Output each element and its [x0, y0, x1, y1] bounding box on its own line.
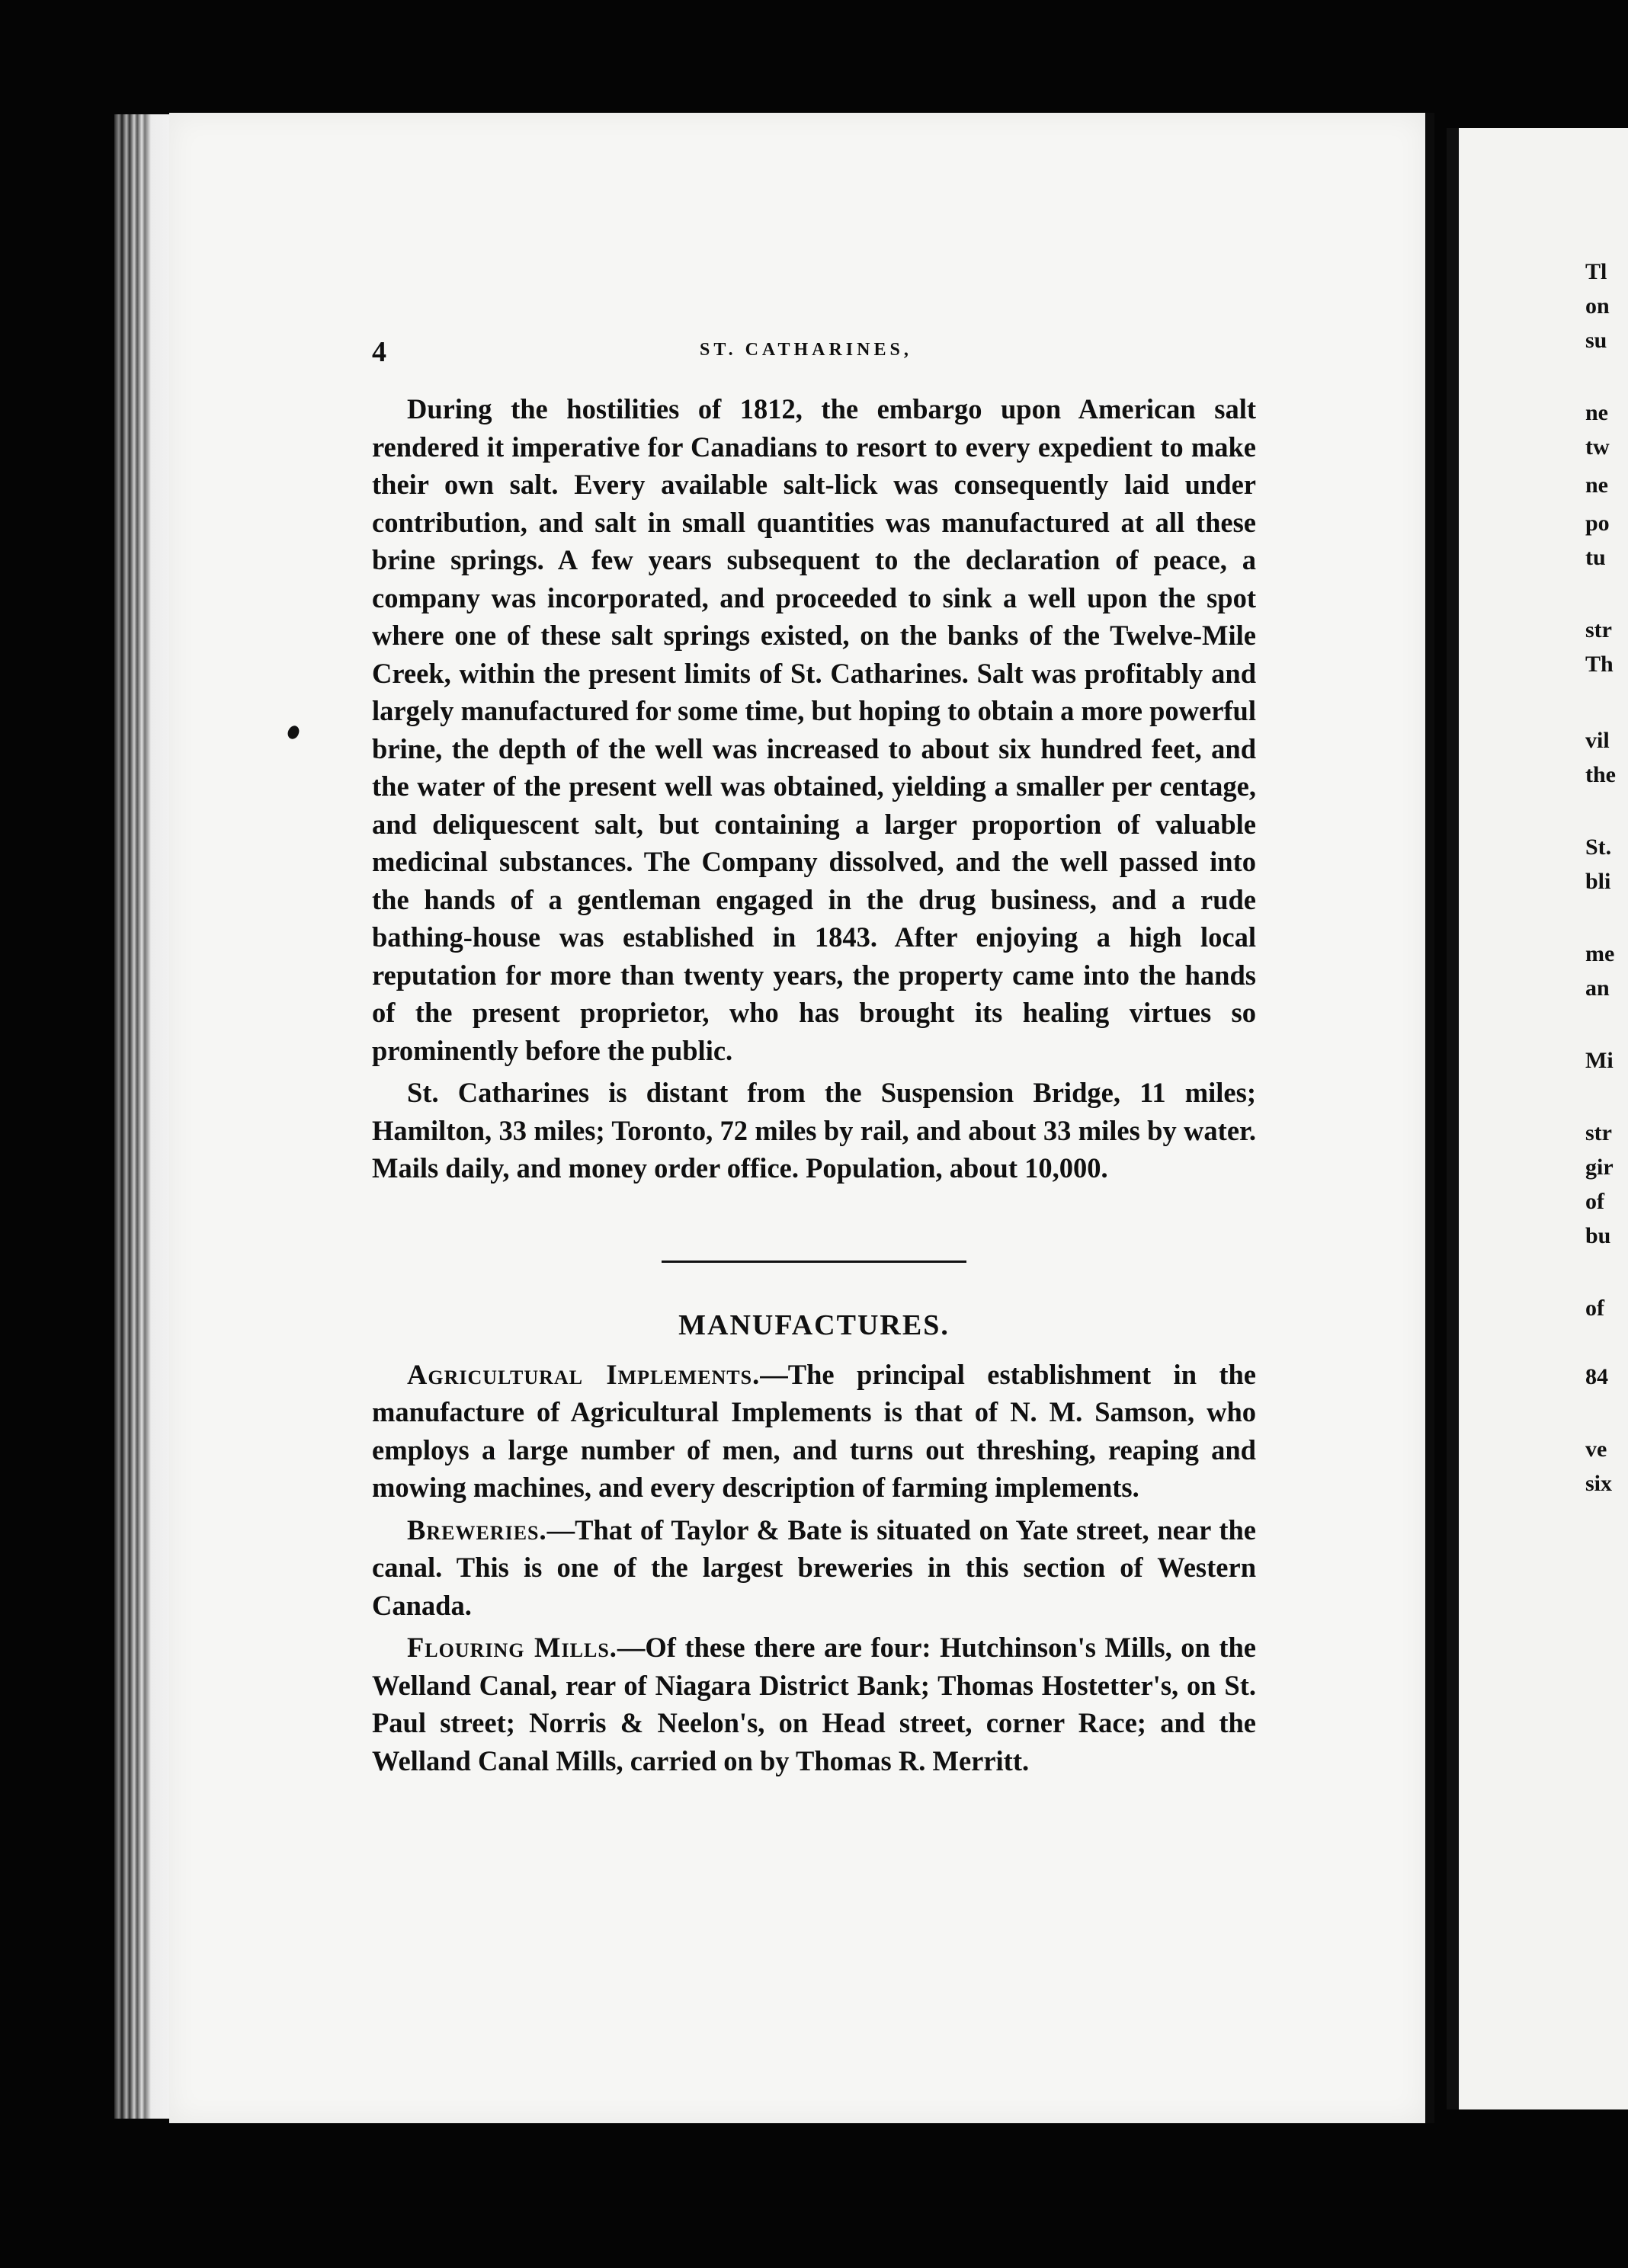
next-page-fragment: Mi	[1585, 1048, 1614, 1073]
entry-text: —Of these there are four: Hutchinson's Mills, on the Welland Canal, rear of Niagara District Bank; Thomas Hostetter's, on St. Paul street; Norris & Neelon's, on Head street, corner Race; and the Welland Canal Mills, carried on by Thomas R. Merritt.	[372, 1632, 1256, 1776]
entry-label: Flouring Mills.	[407, 1632, 617, 1663]
body-paragraph: During the hostilities of 1812, the embargo upon American salt rendered it imperative for Canadians to resort to every expedient to make their own salt. Every available salt-lick was consequently laid under contribution, and salt in small quantities was manufactured at all these brine springs. A few years subsequent to the declaration of peace, a company was incorporated, and proceeded to sink a well upon the spot where one of these salt springs existed, on the banks of the Twelve-Mile Creek, within the present limits of St. Catharines. Salt was profitably and largely manufactured for some time, but hoping to obtain a more powerful brine, the depth of the well was increased to about six hundred feet, and the water of the present well was obtained, yielding a smaller per centage, and deliquescent salt, but containing a larger proportion of valuable medicinal substances. The Company dissolved, and the well passed into the hands of a gentleman engaged in the drug business, and a rude bathing-house was established in 1843. After enjoying a high local reputation for more than twenty years, the property came into the hands of the present proprietor, who has brought its healing virtues so prominently before the public.	[372, 393, 1256, 1066]
page-gutter	[1425, 113, 1434, 2123]
next-page-fragment: tu	[1585, 545, 1606, 570]
manufacture-entry	[372, 1629, 1256, 1779]
next-page-edge	[1447, 128, 1628, 2109]
next-page-fragment: of	[1585, 1296, 1604, 1321]
next-page-fragment: six	[1585, 1471, 1613, 1496]
next-page-fragment: bli	[1585, 869, 1611, 894]
next-page-fragment: vil	[1585, 728, 1610, 753]
next-page-fragment: po	[1585, 511, 1610, 536]
next-page-fragment: ne	[1585, 472, 1608, 498]
entry-label: Agricultural Implements.	[407, 1358, 761, 1390]
manufacture-entry	[372, 1356, 1256, 1507]
next-page-fragment: on	[1585, 293, 1610, 319]
next-page-fragment: me	[1585, 941, 1615, 966]
manufacture-entry	[372, 1511, 1256, 1625]
next-page-fragment: su	[1585, 328, 1607, 353]
next-page-fragment: str	[1585, 617, 1612, 642]
next-page-fragment: ve	[1585, 1437, 1607, 1462]
entry-text: —That of Taylor & Bate is situated on Yate street, near the canal. This is one of the largest breweries in this section of Western Canada.	[372, 1514, 1256, 1621]
page-content	[372, 335, 1256, 1779]
next-page-fragment: ne	[1585, 400, 1608, 425]
next-page-fragment: bu	[1585, 1223, 1611, 1248]
running-head-title: ST. CATHARINES,	[700, 340, 912, 360]
entry-label: Breweries.	[407, 1514, 547, 1546]
running-head	[372, 335, 1256, 381]
section-divider	[662, 1261, 966, 1263]
next-page-fragment: an	[1585, 975, 1610, 1001]
next-page-fragment: gir	[1585, 1155, 1614, 1180]
next-page-fragment: str	[1585, 1120, 1612, 1145]
next-page-fragment: tw	[1585, 434, 1610, 460]
next-page-fragment: St.	[1585, 834, 1612, 860]
page-number: 4	[372, 336, 386, 368]
body-paragraph: St. Catharines is distant from the Suspension Bridge, 11 miles; Hamilton, 33 miles; Toronto, 72 miles by rail, and about 33 miles by water. Mails daily, and money order office. Population, about 10,000.	[372, 1077, 1256, 1184]
next-page-fragment: Th	[1585, 652, 1614, 677]
section-heading: MANUFACTURES.	[678, 1309, 950, 1341]
next-page-fragment: of	[1585, 1189, 1604, 1214]
next-page-fragment: 84	[1585, 1364, 1608, 1389]
book-page-edges	[114, 114, 175, 2119]
next-page-fragment: Tl	[1585, 259, 1607, 284]
entry-text: —The principal establishment in the manufacture of Agricultural Implements is that of N. M. Samson, who employs a large number of men, and turns out threshing, reaping and mowing machines, and every description of farming implements.	[372, 1358, 1256, 1503]
next-page-fragment: the	[1585, 762, 1616, 787]
